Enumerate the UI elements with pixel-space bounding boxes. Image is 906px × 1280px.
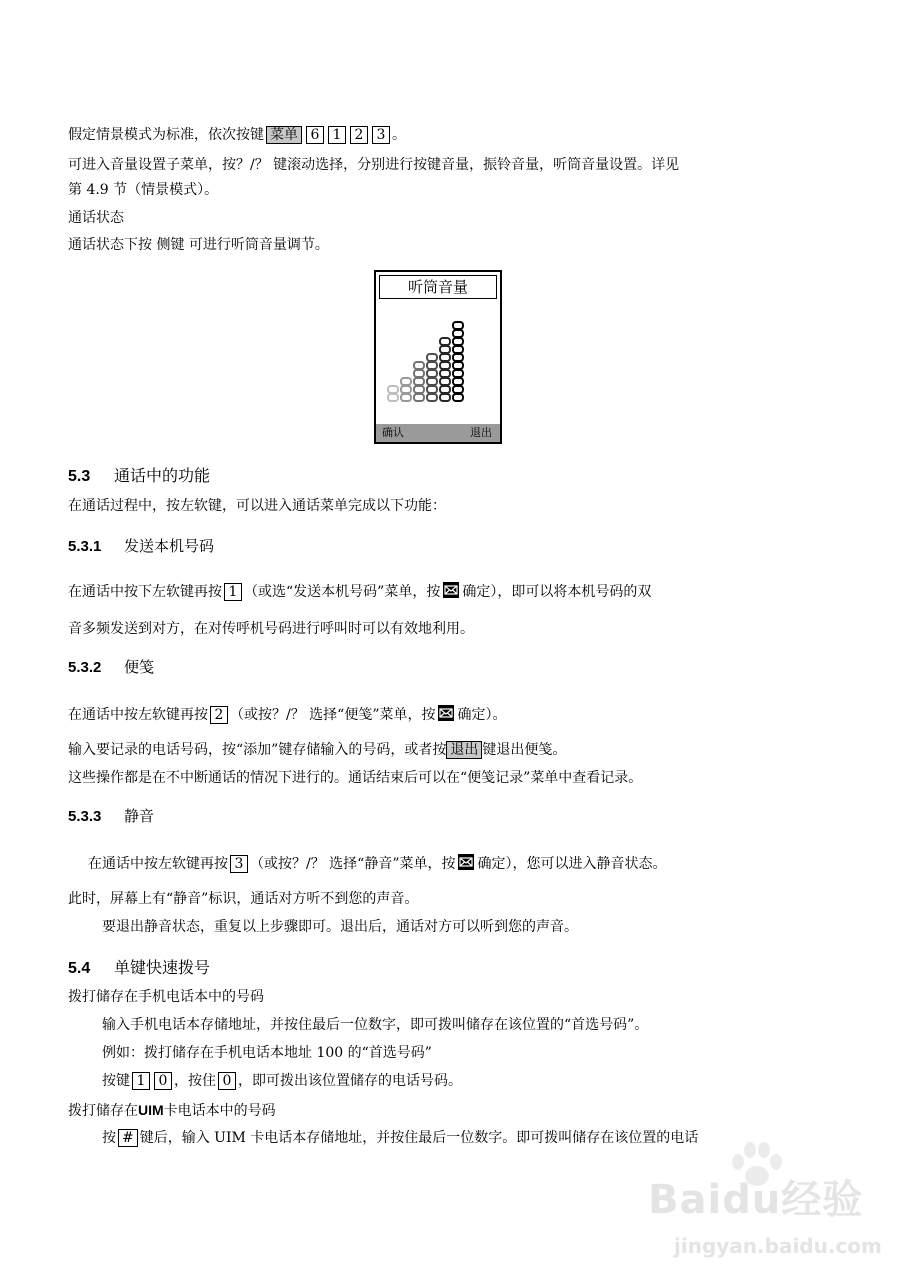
envelope-key-icon: [443, 582, 459, 598]
key-0: 0: [154, 1072, 172, 1090]
section-5-3-1-line1: 在通话中按下左软键再按 1 （或选“发送本机号码”菜单，按 确定），即可以将本机号码的双: [68, 584, 652, 600]
section-5-3-1-heading: 5.3.1 发送本机号码: [68, 537, 215, 555]
softkey-exit: 退出: [470, 426, 492, 439]
key-menu: 菜单: [266, 126, 302, 144]
volume-block: [414, 386, 424, 393]
section-5-3-text: 在通话过程中，按左软键，可以进入通话菜单完成以下功能：: [68, 498, 446, 514]
baidu-watermark: [640, 1140, 890, 1270]
volume-bars-graphic: [376, 302, 500, 412]
volume-block: [388, 386, 398, 393]
volume-block: [453, 322, 463, 329]
section-5-3-2-heading: 5.3.2 便笺: [68, 658, 155, 676]
key-exit: 退出: [446, 741, 482, 759]
volume-block: [453, 362, 463, 369]
volume-block: [453, 394, 463, 401]
volume-block: [414, 370, 424, 377]
phone-screen-title: 听筒音量: [379, 275, 497, 299]
volume-block: [414, 378, 424, 385]
volume-block: [453, 346, 463, 353]
key-0-hold: 0: [218, 1072, 236, 1090]
call-state-title: 通话状态: [68, 210, 124, 226]
call-state-text: 通话状态下按 侧键 可进行听筒音量调节。: [68, 237, 329, 253]
section-5-4-line2: 例如：拨打储存在手机电话本地址 100 的“首选号码”: [102, 1045, 432, 1061]
volume-block: [401, 394, 411, 401]
volume-block: [440, 386, 450, 393]
key-3: 3: [230, 855, 248, 873]
para-volume-line1: 可进入音量设置子菜单，按？/？ 键滚动选择，分别进行按键音量，振铃音量，听筒音量设置。详见: [68, 157, 680, 173]
volume-block: [427, 378, 437, 385]
section-5-4-heading: 5.4 单键快速拨号: [68, 958, 211, 977]
watermark-url: jingyan.baidu.com: [674, 1234, 882, 1258]
volume-block: [440, 394, 450, 401]
key-2: 2: [210, 706, 228, 724]
volume-block: [440, 362, 450, 369]
volume-block: [427, 362, 437, 369]
volume-block: [440, 370, 450, 377]
volume-block: [401, 378, 411, 385]
volume-block: [453, 386, 463, 393]
volume-block: [440, 354, 450, 361]
volume-block: [453, 354, 463, 361]
section-5-4-sub2: 拨打储存在UIM卡电话本中的号码: [68, 1102, 276, 1119]
softkey-confirm: 确认: [382, 426, 404, 439]
key-6: 6: [306, 126, 324, 144]
volume-block: [414, 362, 424, 369]
volume-block: [388, 394, 398, 401]
section-5-4-line1: 输入手机电话本存储地址，并按住最后一位数字，即可拨叫储存在该位置的“首选号码”。: [102, 1017, 649, 1033]
section-5-3-2-line1: 在通话中按左软键再按 2 （或按？/？ 选择“便笺”菜单，按 确定）。: [68, 707, 507, 723]
volume-block: [453, 338, 463, 345]
envelope-key-icon: [458, 854, 474, 870]
volume-block: [440, 346, 450, 353]
phone-screen: [374, 270, 502, 444]
key-3: 3: [372, 126, 390, 144]
section-5-3-3-heading: 5.3.3 静音: [68, 807, 155, 825]
envelope-key-icon: [438, 705, 454, 721]
section-5-4-line3: 按键 1 0 ，按住 0 ，即可拨出该位置储存的电话号码。: [102, 1073, 462, 1089]
section-5-3-2-line3: 这些操作都是在不中断通话的情况下进行的。通话结束后可以在“便笺记录”菜单中查看记录。: [68, 770, 643, 786]
volume-block: [414, 394, 424, 401]
para-intro: 假定情景模式为标准，依次按键 菜单 6 1 2 3 。: [68, 127, 406, 143]
key-2: 2: [350, 126, 368, 144]
section-5-3-3-line3: 要退出静音状态，重复以上步骤即可。退出后，通话对方可以听到您的声音。: [102, 919, 578, 935]
section-5-4-line4: 按 # 键后，输入 UIM 卡电话本存储地址，并按住最后一位数字。即可拨叫储存在该位置的电话: [102, 1130, 699, 1146]
volume-block: [453, 330, 463, 337]
key-hash: #: [118, 1129, 138, 1147]
volume-block: [440, 338, 450, 345]
volume-block: [427, 370, 437, 377]
section-5-4-sub1: 拨打储存在手机电话本中的号码: [68, 989, 264, 1005]
phone-softkey-bar: [376, 424, 500, 442]
volume-block: [427, 386, 437, 393]
volume-block: [401, 386, 411, 393]
section-5-3-3-line2: 此时，屏幕上有“静音”标识，通话对方听不到您的声音。: [68, 891, 419, 907]
volume-block: [427, 394, 437, 401]
section-5-3-1-line2: 音多频发送到对方，在对传呼机号码进行呼叫时可以有效地利用。: [68, 621, 474, 637]
volume-block: [453, 378, 463, 385]
para-volume-line2: 第 4.9 节（情景模式）。: [68, 182, 219, 198]
volume-block: [427, 354, 437, 361]
key-1: 1: [224, 583, 242, 601]
section-5-3-3-line1: 在通话中按左软键再按 3 （或按？/？ 选择“静音”菜单，按 确定），您可以进入静音状态。: [88, 856, 667, 872]
volume-block: [453, 370, 463, 377]
watermark-logo: Baidu经验: [648, 1177, 864, 1223]
key-1: 1: [132, 1072, 150, 1090]
volume-block: [440, 378, 450, 385]
key-1: 1: [328, 126, 346, 144]
section-5-3-heading: 5.3 通话中的功能: [68, 466, 211, 485]
section-5-3-2-line2: 输入要记录的电话号码，按“添加”键存储输入的号码，或者按 退出 键退出便笺。: [68, 742, 567, 758]
